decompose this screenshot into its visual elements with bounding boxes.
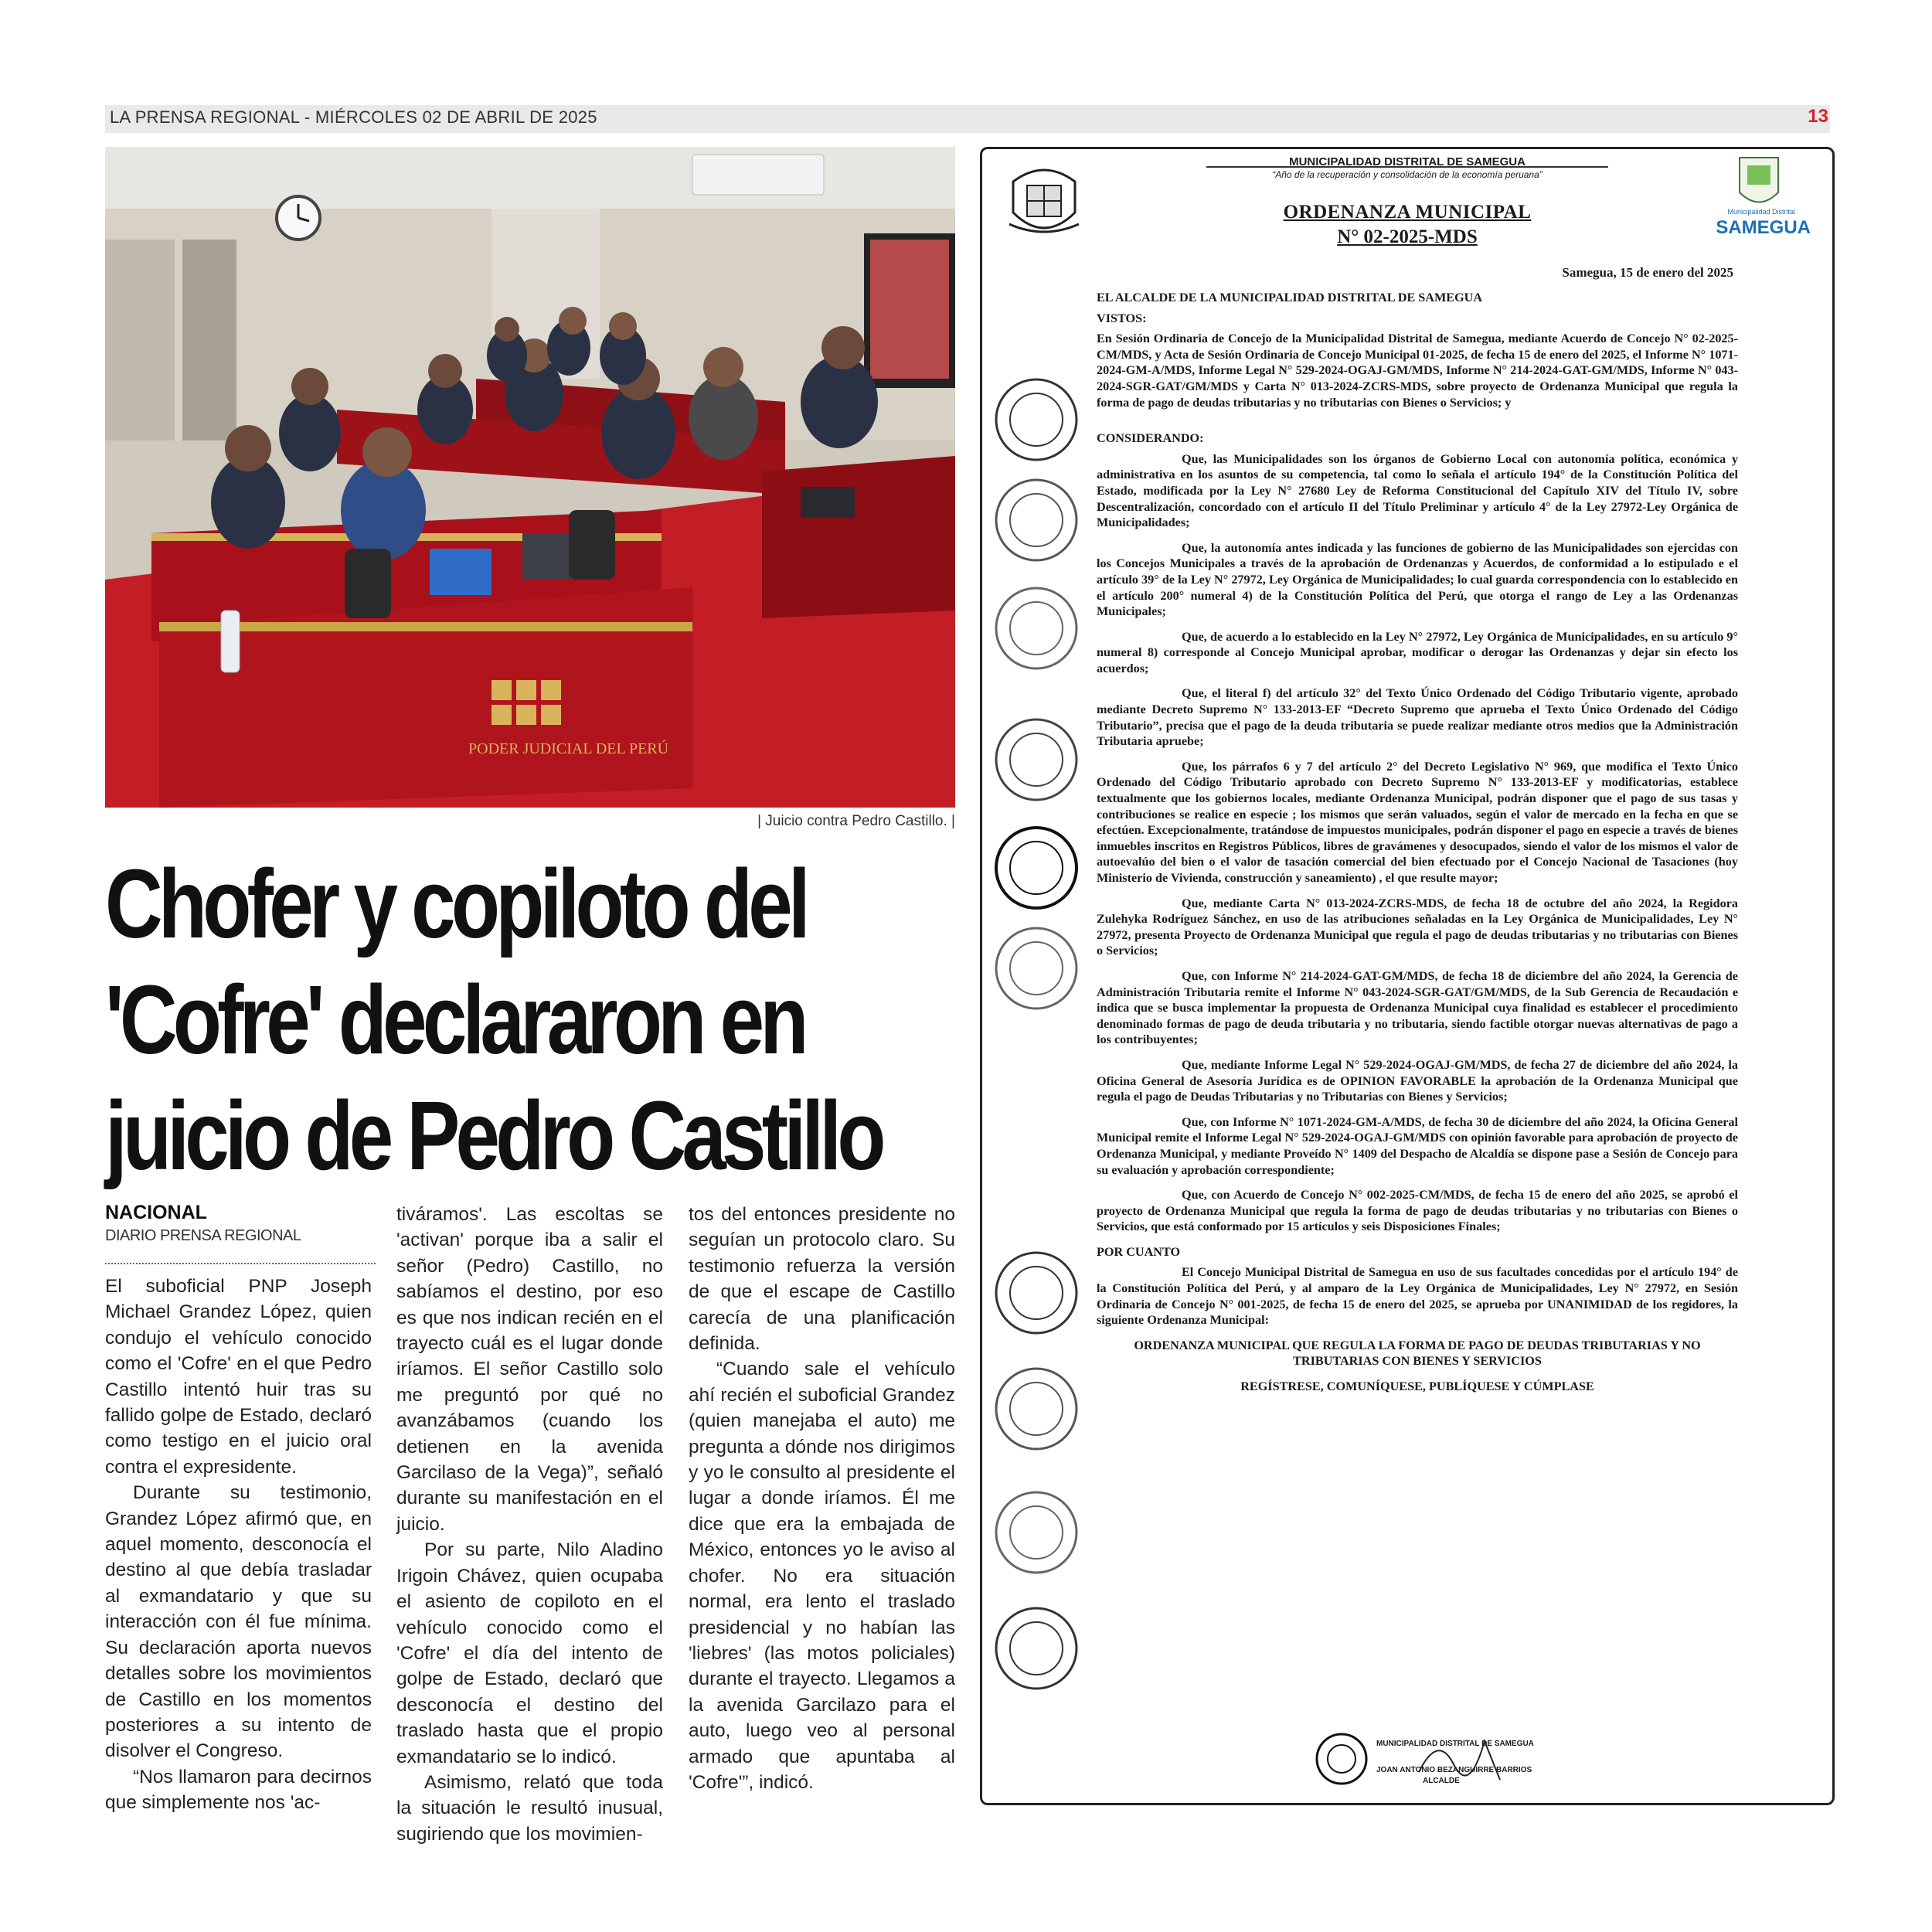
closing-formula: REGÍSTRESE, COMUNÍQUESE, PUBLÍQUESE Y CÚMPLASE [1240, 1379, 1594, 1394]
considerando-paragraph: Que, mediante Carta N° 013-2024-ZCRS-MDS, de fecha 18 de octubre del año 2024, la Regidora Zulehyka Rodríguez Sánchez, en uso de las atribuciones señaladas en la Ley Orgánica de Municipalidades, Ley N° 27972, presenta Proyecto de Ordenanza Municipal que regula el pago de deudas tributarias y no tributarias con Bienes o Servicios; [1097, 896, 1738, 958]
signature-role: ALCALDE [1423, 1777, 1460, 1785]
header-rule [1206, 166, 1608, 168]
stamp-seal-icon [990, 922, 1083, 1015]
desk-sign-text: PODER JUDICIAL DEL PERÚ [468, 740, 669, 757]
considerando-paragraph: Que, el literal f) del artículo 32° del Texto Único Ordenado del Código Tributario vigente, aprobado mediante Decreto Supremo N° 133-2013-EF “Decreto Supremo que aprueba el Texto Único Ordenado del Código Tributario”, precisa que el pago de la deuda tributaria se puede realizar mediante otros medios que la Administración Tributaria apruebe; [1097, 686, 1738, 749]
stamp-seal-icon [990, 582, 1083, 675]
article-paragraph: “Cuando sale el vehículo ahí recién el suboficial Grandez (quien manejaba el auto) me pregunta a dónde nos dirigimos y yo le consulto al presidente el lugar a donde iríamos. Él me dice que era la embajada de México, entonces yo le aviso al chofer. No era situación normal, era lento el traslado presidencial y no habían las 'liebres' (las motos policiales) durante el trayecto. Llegamos a la avenida Garcilazo para el auto, luego veo al personal armado que apuntaba al 'Cofre'”, indicó. [689, 1359, 955, 1793]
article-headline [105, 846, 882, 1194]
section-label: NACIONAL [105, 1202, 207, 1223]
article-paragraph: Durante su testimonio, Grandez López afirmó que, en aquel momento, desconocía el destino al que debía trasladar al exmandatario y que su interacción con él fue mínima. Su declaración aporta nuevos detalles sobre los movimientos de Castillo en los momentos posteriores a su intento de disolver el Congreso. [105, 1482, 372, 1762]
dotted-divider [105, 1263, 376, 1264]
considerando-paragraph: Que, las Municipalidades son los órganos de Gobierno Local con autonomía política, económica y administrativa en los asuntos de su competencia, tal como lo señala el artículo 194° de la Constitución Política del Estado, modificada por la Ley N° 27680 Ley de Reforma Constitucional del Capítulo XIV del Título IV, sobre Descentralización, concordado con el artículo II del Título Preliminar y artículo 4° de la Ley 27972-Ley Orgánica de Municipalidades; [1097, 451, 1738, 530]
ordinance-body [1097, 290, 1738, 1404]
stamp-seal-icon [990, 474, 1083, 566]
ordinance-number: N° 02-2025-MDS [1337, 226, 1478, 247]
ordinance-name: ORDENANZA MUNICIPAL QUE REGULA LA FORMA DE PAGO DE DEUDAS TRIBUTARIAS Y NO TRIBUTARIAS CON BIENES Y SERVICIOS [1134, 1338, 1701, 1369]
considerando-label: CONSIDERANDO: [1097, 431, 1204, 446]
article-source: DIARIO PRENSA REGIONAL [105, 1227, 301, 1244]
courtroom-illustration [105, 147, 955, 808]
article-paragraph: tos del entonces presidente no seguían un protocolo claro. Su testimonio refuerza la versión de que el escape de Castillo carecía de una planificación definida. [689, 1204, 955, 1355]
vistos-label: VISTOS: [1097, 311, 1147, 325]
article-paragraph: Asimismo, relató que toda la situación le resultó inusual, sugiriendo que los movimien- [396, 1771, 663, 1845]
newspaper-dateline: LA PRENSA REGIONAL - MIÉRCOLES 02 DE ABRIL DE 2025 [110, 107, 597, 127]
considerando-paragraph: Que, con Informe N° 214-2024-GAT-GM/MDS, de fecha 18 de diciembre del año 2024, la Gerencia de Administración Tributaria remite el Informe N° 043-2024-SGR-GAT/GM/MDS, de la Sub Gerencia de Recaudación e indica que se busca implementar la propuesta de Ordenanza Municipal cuya finalidad es establecer el procedimiento denominado formas de pago de deuda tributaria y no tributaria, siendo factible otorgar nuevas alternativas de pago a los contribuyentes; [1097, 968, 1738, 1047]
considerando-paragraph: Que, de acuerdo a lo establecido en la Ley N° 27972, Ley Orgánica de Municipalidades, en su artículo 9° numeral 8) corresponde al Concejo Municipal aprobar, modificar o derogar las Ordenanzas y dejar sin efecto los acuerdos; [1097, 629, 1738, 675]
brand-caption: Municipalidad Distrital [1727, 208, 1795, 216]
article-paragraph: El suboficial PNP Joseph Michael Grandez López, quien condujo el vehículo conocido como el 'Cofre' en el que Pedro Castillo intentó huir tras su fallido golpe de Estado, declaró como testigo en el juicio oral contra el expresidente. [105, 1276, 372, 1478]
article-paragraph: Por su parte, Nilo Aladino Irigoin Chávez, quien ocupaba el asiento de copiloto en el vehículo conocido como el 'Cofre' el día del intento de golpe de Estado, declaró que desconocía el destino del traslado hasta que el propio exmandatario se lo indicó. [396, 1539, 663, 1767]
article-column-1 [105, 1274, 372, 1816]
signature-org: MUNICIPALIDAD DISTRITAL DE SAMEGUA [1376, 1740, 1534, 1748]
stamp-seal-icon [990, 713, 1083, 806]
stamp-seal-icon [990, 1247, 1083, 1339]
ordinance-title: ORDENANZA MUNICIPAL [1283, 202, 1532, 223]
vistos-text: En Sesión Ordinaria de Concejo de la Municipalidad Distrital de Samegua, mediante Acuerdo de Concejo N° 02-2025-CM/MDS, y Acta de Sesión Ordinaria de Concejo Municipal 01-2025, de fecha 15 de enero del 2025, el Informe N° 1071-2024-GM-A/MDS, Informe Legal N° 529-2024-OGAJ-GM/MDS, Informe N° 214-2024-GAT-GM/MDS, Informe N° 043-2024-SGR-GAT/GM/MDS y Carta N° 013-2024-ZCRS-MDS, sobre proyecto de Ordenanza Municipal que regula la forma de pago de deudas tributarias y no tributarias con Bienes o Servicios; y [1097, 332, 1738, 410]
stamp-seal-icon [990, 1486, 1083, 1579]
photo-caption: | Juicio contra Pedro Castillo. | [757, 813, 955, 829]
por-cuanto-label: POR CUANTO [1097, 1244, 1181, 1259]
considerando-paragraph: Que, con Acuerdo de Concejo N° 002-2025-CM/MDS, de fecha 15 de enero del año 2025, se aprobó el proyecto de Ordenanza Municipal que regula la forma de pago de deudas tributarias y no tributarias con Bienes o Servicios, que está conformado por 15 artículos y seis Disposiciones Finales; [1097, 1188, 1738, 1234]
signature-name: JOAN ANTONIO BEZANGUIRRE BARRIOS [1376, 1766, 1532, 1774]
headline-line: juicio de Pedro Castillo [105, 1081, 882, 1190]
considerando-paragraph: Que, mediante Informe Legal N° 529-2024-OGAJ-GM/MDS, de fecha 27 de diciembre del año 2024, la Oficina General de Asesoría Jurídica es de OPINION FAVORABLE la aprobación de la Ordenanza Municipal que regula el pago de Deudas Tributarias y no Tributarias con Bienes y Servicios; [1097, 1057, 1738, 1104]
page-number: 13 [1808, 106, 1828, 127]
article-paragraph: “Nos llamaron para decirnos que simplemente nos 'ac- [105, 1766, 372, 1814]
article-column-2 [396, 1202, 663, 1847]
considerando-paragraph: Que, los párrafos 6 y 7 del artículo 2° del Decreto Legislativo N° 969, que modifica el Texto Único Ordenado del Código Tributario aprobado con Decreto Supremo N° 133-2013-EF y modificatorias, establece textualmente que los gobiernos locales, mediante Ordenanza Municipal, podrán disponer que el pago de sus tasas y contribuciones se realice en especie ; los mismos que serán valuados, según el valor de mercado en la fecha en que se efectúen. Excepcionalmente, tratándose de impuestos municipales, podrán disponer el pago en especie a través de bienes inmuebles inscritos en Registros Públicos, libres de gravámenes y desocupados, siendo el valor de los mismos el valor de autoevalúo del bien o el valor de tasación comercial del bien efectuado por el Concejo Nacional de Tasaciones (hoy Ministerio de Vivienda, construcción y saneamiento) , el que resulte mayor; [1097, 759, 1738, 885]
brand-name: SAMEGUA [1716, 217, 1811, 238]
authority-line: EL ALCALDE DE LA MUNICIPALIDAD DISTRITAL DE SAMEGUA [1097, 291, 1483, 304]
considerando-paragraph: Que, con Informe N° 1071-2024-GM-A/MDS, de fecha 30 de diciembre del año 2024, la Oficina General Municipal remite el Informe Legal N° 529-2024-OGAJ-GM/MDS con opinión favorable para aprobación de proyecto de Ordenanza Municipal, y mediante Proveído N° 1409 del Despacho de Alcaldía se dispone pase a Sesión de Concejo para su evaluación y aprobación correspondiente; [1097, 1114, 1738, 1177]
ordinance-document [980, 147, 1835, 1805]
considerando-paragraph: Que, la autonomía antes indicada y las funciones de gobierno de las Municipalidades son ejercidas con los Concejos Municipales a través de la aprobación de Ordenanzas y Acuerdos, de conformidad a lo estipulado e el artículo 39° de la Ley N° 27972, Ley Orgánica de Municipalidades; lo cual guarda correspondencia con lo establecido en el artículo 200° numeral 4) de la Constitución Política del Perú, que otorga el rango de Ley a las Ordenanzas Municipales; [1097, 540, 1738, 619]
stamp-seal-icon [990, 1602, 1083, 1695]
ordinance-date: Samegua, 15 de enero del 2025 [1562, 265, 1733, 280]
stamp-seal-icon [990, 1362, 1083, 1455]
courtroom-photo [105, 147, 955, 808]
stamp-seal-icon [990, 373, 1083, 466]
stamp-seal-icon [990, 821, 1083, 914]
mayor-seal-icon [1315, 1732, 1369, 1786]
article-paragraph: tiváramos'. Las escoltas se 'activan' porque iba a salir el señor (Pedro) Castillo, no sabíamos el destino, por eso es que nos indican recién en el trayecto cuál es el lugar donde iríamos. El señor Castillo solo me preguntó por qué no avanzábamos (cuando los detienen en la avenida Garcilaso de la Vega)”, señaló durante su manifestación en el juicio. [396, 1204, 663, 1535]
headline-line: Chofer y copiloto del [105, 849, 806, 958]
municipality-motto: “Año de la recuperación y consolidación de la economía peruana” [1272, 169, 1543, 180]
por-cuanto-text: El Concejo Municipal Distrital de Samegua en uso de sus facultades concedidas por el artículo 194° de la Constitución Política del Perú, y al amparo de la Ley Orgánica de Municipalidades, Ley N° 27972, en Sesión Ordinaria de Concejo N° 001-2025, de fecha 15 de enero del 2025, se aprueba por UNANIMIDAD de los regidores, la siguiente Ordenanza Municipal: [1097, 1265, 1738, 1328]
article-column-3 [689, 1202, 955, 1795]
municipality-name: MUNICIPALIDAD DISTRITAL DE SAMEGUA [1289, 155, 1526, 168]
signature-scribble [1415, 1726, 1508, 1787]
headline-line: 'Cofre' declararon en [105, 965, 804, 1074]
